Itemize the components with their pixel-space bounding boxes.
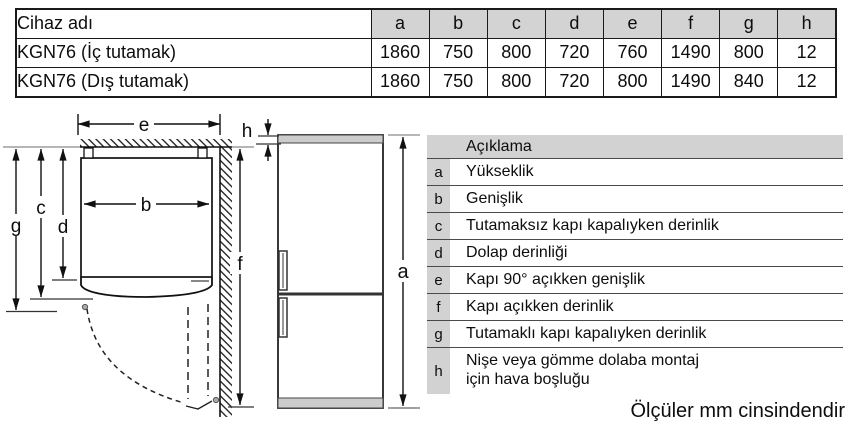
legend-header — [427, 135, 843, 159]
legend-header-label: Açıklama — [466, 137, 532, 155]
front-view-diagram — [242, 119, 420, 408]
spec-row-ic-tutamak — [16, 39, 836, 68]
dim-label-f: f — [237, 254, 243, 275]
legend-desc: Kapı açıkken derinlik — [466, 298, 614, 315]
hinge-right — [198, 148, 207, 158]
value-b: 750 — [429, 68, 487, 98]
dimension-diagrams — [0, 105, 430, 428]
cabinet-body — [81, 158, 212, 277]
legend-desc-line1: Nişe veya gömme dolaba montaj — [466, 352, 700, 369]
dim-label-b: b — [140, 195, 152, 216]
legend-row-h — [427, 348, 843, 394]
legend-row-f — [427, 294, 843, 321]
spec-table — [15, 8, 837, 98]
legend-desc — [450, 348, 843, 394]
dim-label-e: e — [138, 115, 150, 136]
spec-header-device: Cihaz adı — [16, 9, 371, 39]
hinge-left — [84, 148, 93, 158]
spec-header-row — [16, 9, 836, 39]
legend-desc: Yükseklik — [466, 163, 534, 180]
door-open-end — [186, 401, 212, 409]
device-name: KGN76 (İç tutamak) — [16, 39, 371, 68]
value-g: 800 — [720, 39, 778, 68]
value-c: 800 — [487, 68, 545, 98]
spec-header-g: g — [720, 9, 778, 39]
legend-row-b — [427, 186, 843, 213]
spec-header-d: d — [545, 9, 603, 39]
value-h: 12 — [778, 68, 836, 98]
dim-label-g: g — [10, 216, 22, 237]
legend-table — [427, 135, 843, 394]
legend-desc: Genişlik — [466, 190, 523, 207]
dim-label-a: a — [397, 261, 409, 283]
value-d: 720 — [545, 68, 603, 98]
legend-desc: Dolap derinliği — [466, 244, 568, 261]
value-d: 720 — [545, 39, 603, 68]
spec-row-dis-tutamak — [16, 68, 836, 98]
spec-header-c: c — [487, 9, 545, 39]
legend-row-g — [427, 321, 843, 348]
value-b: 750 — [429, 39, 487, 68]
top-view-diagram — [3, 113, 254, 417]
legend-desc: Tutamaksız kapı kapalıyken derinlik — [466, 217, 719, 234]
door-swing-arc — [87, 309, 184, 403]
dim-label-h: h — [241, 121, 253, 142]
legend-desc-line2: için hava boşluğu — [466, 371, 590, 388]
units-caption: Ölçüler mm cinsindendir — [630, 400, 845, 422]
spec-header-a: a — [371, 9, 429, 39]
device-name: KGN76 (Dış tutamak) — [16, 68, 371, 98]
legend-key: c — [427, 213, 450, 239]
legend-desc: Kapı 90° açıkken genişlik — [466, 271, 645, 288]
value-e: 760 — [604, 39, 662, 68]
legend-key: a — [427, 159, 450, 185]
legend-key: g — [427, 321, 450, 347]
value-c: 800 — [487, 39, 545, 68]
spec-header-b: b — [429, 9, 487, 39]
value-a: 1860 — [371, 39, 429, 68]
legend-row-d — [427, 240, 843, 267]
dim-label-c: c — [36, 198, 46, 219]
value-e: 800 — [604, 68, 662, 98]
door-pivot-right — [213, 397, 218, 402]
wall-hatch-top — [80, 139, 232, 147]
legend-desc: Tutamaklı kapı kapalıyken derinlik — [466, 325, 707, 342]
legend-key: b — [427, 186, 450, 212]
legend-key: e — [427, 267, 450, 293]
top-gap-band — [278, 135, 383, 143]
value-g: 840 — [720, 68, 778, 98]
base-band — [278, 398, 383, 408]
value-a: 1860 — [371, 68, 429, 98]
value-f: 1490 — [662, 68, 720, 98]
door-pivot-left — [82, 304, 87, 309]
legend-row-c — [427, 213, 843, 240]
spec-header-f: f — [662, 9, 720, 39]
value-f: 1490 — [662, 39, 720, 68]
wall-hatch-right — [220, 147, 232, 417]
legend-key: d — [427, 240, 450, 266]
value-h: 12 — [778, 39, 836, 68]
spec-header-e: e — [604, 9, 662, 39]
spec-header-h: h — [778, 9, 836, 39]
legend-key: f — [427, 294, 450, 320]
legend-row-a — [427, 159, 843, 186]
door-closed — [81, 277, 212, 297]
dim-label-d: d — [57, 217, 69, 238]
fridge-outline — [278, 135, 383, 408]
legend-key: h — [427, 348, 450, 394]
legend-row-e — [427, 267, 843, 294]
